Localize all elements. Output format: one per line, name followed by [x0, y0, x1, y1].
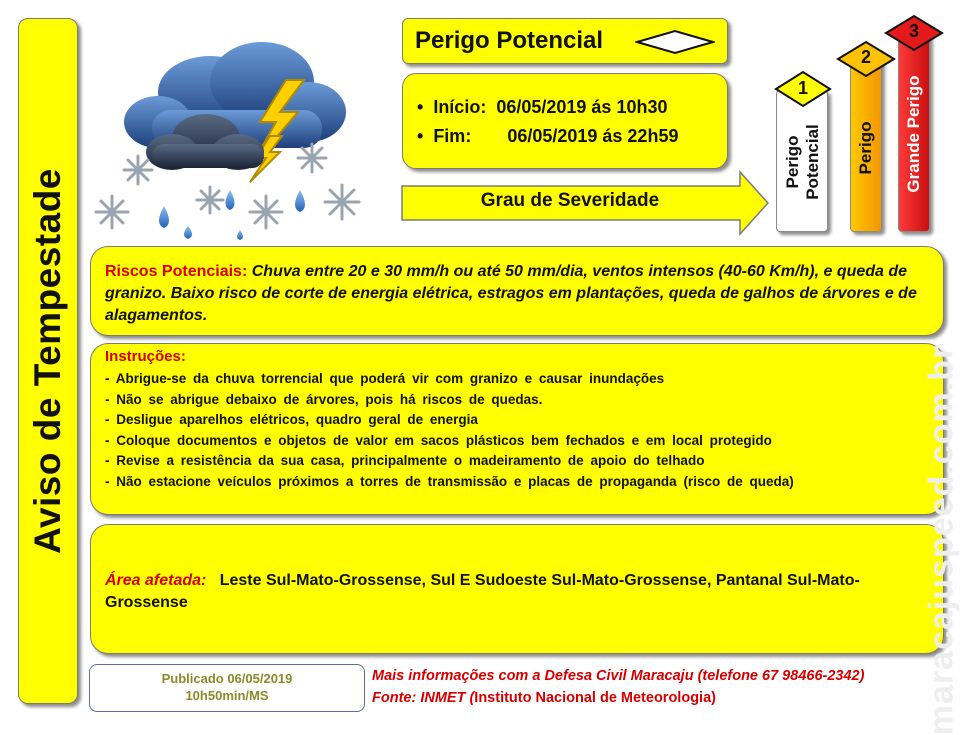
risks-box: [90, 246, 944, 336]
instruction-item: - Abrigue-se da chuva torrencial que poderá vir com granizo e causar inundações: [105, 369, 905, 390]
end-label: Fim:: [433, 126, 471, 146]
level-3-number: 3: [899, 21, 929, 42]
affected-area-label: Área afetada:: [105, 572, 206, 589]
affected-area-box: [90, 524, 944, 654]
start-line: • Início: 06/05/2019 ás 10h30: [417, 97, 667, 118]
instruction-item: - Não se abrigue debaixo de árvores, pois há riscos de quedas.: [105, 390, 905, 411]
affected-area-description: Leste Sul-Mato-Grossense, Sul E Sudoeste Sul-Mato-Grossense, Pantanal Sul-Mato-Grossense: [105, 572, 860, 611]
end-line: • Fim: 06/05/2019 ás 22h59: [417, 126, 678, 147]
alert-level-title: Perigo Potencial: [415, 27, 603, 55]
level-1-label-line1: Perigo: [783, 124, 803, 200]
footer-source-name: Instituto Nacional de Meteorologia): [474, 690, 716, 706]
instruction-item: - Revise a resistência da sua casa, principalmente o madeiramento de apoio do telhado: [105, 451, 905, 472]
level-1-label-line2: Potencial: [803, 124, 823, 200]
instructions-list: [105, 369, 905, 493]
watermark: maracajuspeed.com.br: [923, 345, 960, 735]
published-time: 10h50min/MS: [90, 688, 364, 703]
risks-label: Riscos Potenciais:: [105, 263, 247, 280]
level-2-number: 2: [851, 47, 881, 68]
level-1-number: 1: [788, 78, 818, 99]
diamond-icon: [635, 29, 715, 55]
risks-text-block: [105, 261, 931, 327]
footer-contact: Mais informações com a Defesa Civil Maracaju (telefone 67 98466-2342): [372, 668, 864, 684]
instruction-item: - Desligue aparelhos elétricos, quadro geral de energia: [105, 410, 905, 431]
instructions-title: Instruções:: [105, 348, 186, 365]
published-date: Publicado 06/05/2019: [90, 671, 364, 686]
alert-level-title-box: [402, 18, 728, 64]
level-3-label: Grande Perigo: [904, 75, 924, 192]
end-value: 06/05/2019 ás 22h59: [507, 126, 678, 146]
banner-title: Aviso de Tempestade: [27, 168, 69, 554]
footer-source: [372, 690, 716, 706]
severity-label: Grau de Severidade: [400, 190, 740, 212]
risks-description: Chuva entre 20 e 30 mm/h ou até 50 mm/dia, ventos intensos (40-60 Km/h), e queda de granizo. Baixo risco de corte de energia elétrica, estragos em plantações, queda de galhos de árvores e de alagamentos.: [105, 263, 917, 324]
instruction-item: - Coloque documentos e objetos de valor em sacos plásticos bem fechados e em local protegido: [105, 431, 905, 452]
level-1-label: [783, 124, 823, 200]
storm-cloud-icon: [90, 40, 390, 240]
footer-source-prefix: Fonte: INMET (: [372, 690, 474, 706]
alert-period-box: [402, 73, 728, 169]
instructions-box: [90, 343, 944, 515]
start-value: 06/05/2019 ás 10h30: [496, 97, 667, 117]
level-2-label: Perigo: [856, 122, 876, 175]
published-box: [89, 664, 365, 712]
instruction-item: - Não estacione veículos próximos a torres de transmissão e placas de propaganda (risco de queda): [105, 472, 905, 493]
affected-area-text-block: [105, 570, 935, 614]
start-label: Início:: [433, 97, 486, 117]
